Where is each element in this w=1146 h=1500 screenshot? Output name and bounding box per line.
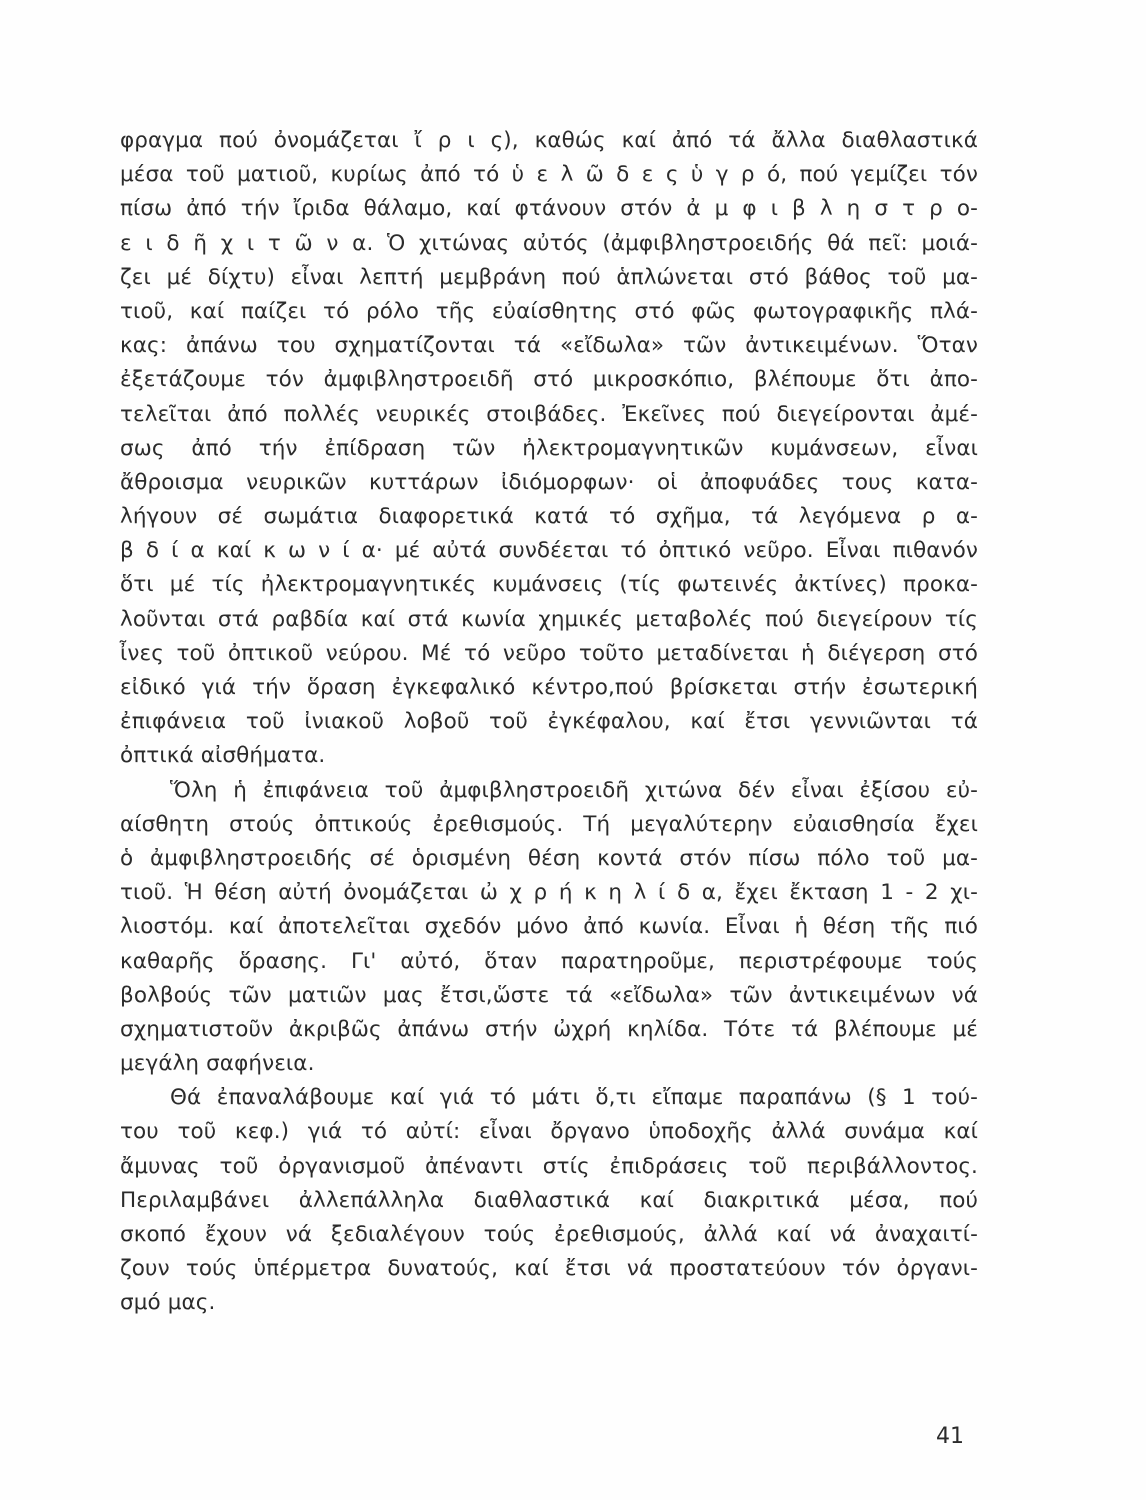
text-line: σμό μας.: [120, 1290, 216, 1316]
text-line: ἄθροισμα νευρικῶν κυττάρων ἰδιόμορφων· οἱ ἀποφυάδες τους κατα-: [120, 469, 978, 495]
text-line: τιοῦ. Ἡ θέση αὐτή ὀνομάζεται ὠ χ ρ ή κ η λ ί δ α, ἔχει ἔκταση 1 - 2 χι-: [120, 880, 978, 906]
text-line: ζει μέ δίχτυ) εἶναι λεπτή μεμβράνη πού ἁπλώνεται στό βάθος τοῦ μα-: [120, 264, 978, 290]
text-line: ἐπιφάνεια τοῦ ἰνιακοῦ λοβοῦ τοῦ ἐγκέφαλου, καί ἔτσι γεννιῶνται τά: [120, 709, 978, 735]
text-line: αίσθητη στούς ὀπτικούς ἐρεθισμούς. Τή μεγαλύτερην εὐαισθησία ἔχει: [120, 811, 978, 837]
text-line: κας: ἀπάνω του σχηματίζονται τά «εἴδωλα» τῶν ἀντικειμένων. Ὅταν: [120, 333, 978, 359]
text-line: βολβούς τῶν ματιῶν μας ἔτσι,ὥστε τά «εἴδωλα» τῶν ἀντικειμένων νά: [120, 982, 978, 1008]
text-line: ὀπτικά αἰσθήματα.: [120, 743, 326, 769]
text-line: του τοῦ κεφ.) γιά τό αὐτί: εἶναι ὄργανο ὑποδοχῆς ἀλλά συνάμα καί: [120, 1119, 978, 1145]
text-line: ζουν τούς ὑπέρμετρα δυνατούς, καί ἔτσι νά προστατεύουν τόν ὀργανι-: [120, 1256, 978, 1282]
text-line: εἰδικό γιά τήν ὅραση ἐγκεφαλικό κέντρο,πού βρίσκεται στήν ἐσωτερική: [120, 675, 978, 700]
text-line: λοῦνται στά ραβδία καί στά κωνία χημικές μεταβολές πού διεγείρουν τίς: [120, 606, 978, 632]
page-number: 41: [936, 1424, 964, 1449]
text-line: τιοῦ, καί παίζει τό ρόλο τῆς εὐαίσθητης στό φῶς φωτογραφικῆς πλά-: [120, 298, 978, 324]
text-line: β δ ί α καί κ ω ν ί α· μέ αὐτά συνδέεται τό ὀπτικό νεῦρο. Εἶναι πιθανόν: [120, 538, 978, 564]
text-line: ἶνες τοῦ ὀπτικοῦ νεύρου. Μέ τό νεῦρο τοῦτο μεταδίνεται ἡ διέγερση στό: [120, 640, 978, 666]
paragraph-start-line: Ὅλη ἡ ἐπιφάνεια τοῦ ἀμφιβληστροειδῆ χιτώνα δέν εἶναι ἐξίσου εὐ-: [170, 777, 978, 803]
text-line: λήγουν σέ σωμάτια διαφορετικά κατά τό σχῆμα, τά λεγόμενα ρ α-: [120, 504, 978, 530]
text-line: ὅτι μέ τίς ἠλεκτρομαγνητικές κυμάνσεις (τίς φωτεινές ἀκτίνες) προκα-: [120, 572, 978, 598]
text-line: ἄμυνας τοῦ ὀργανισμοῦ ἀπέναντι στίς ἐπιδράσεις τοῦ περιβάλλοντος.: [120, 1153, 978, 1179]
text-line: ὁ ἀμφιβληστροειδής σέ ὁρισμένη θέση κοντά στόν πίσω πόλο τοῦ μα-: [120, 845, 978, 871]
text-line: μεγάλη σαφήνεια.: [120, 1051, 315, 1077]
text-line: φραγμα πού ὀνομάζεται ἴ ρ ι ς), καθώς καί ἀπό τά ἄλλα διαθλαστικά: [120, 128, 978, 153]
body-text: [120, 124, 978, 1321]
text-line: τελεῖται ἀπό πολλές νευρικές στοιβάδες. Ἐκεῖνες πού διεγείρονται ἀμέ-: [120, 401, 978, 427]
text-line: καθαρῆς ὅρασης. Γι' αὐτό, ὅταν παρατηροῦμε, περιστρέφουμε τούς: [120, 948, 978, 974]
text-line: ἐξετάζουμε τόν ἀμφιβληστροειδῆ στό μικροσκόπιο, βλέπουμε ὅτι ἀπο-: [120, 367, 978, 393]
text-line: πίσω ἀπό τήν ἴριδα θάλαμο, καί φτάνουν στόν ἀ μ φ ι β λ η σ τ ρ ο-: [120, 196, 978, 222]
text-line: σως ἀπό τήν ἐπίδραση τῶν ἠλεκτρομαγνητικῶν κυμάνσεων, εἶναι: [120, 435, 978, 461]
text-line: ε ι δ ῆ χ ι τ ῶ ν α. Ὁ χιτώνας αὐτός (ἀμφιβληστροειδής θά πεῖ: μοιά-: [120, 230, 978, 256]
text-line: σχηματιστοῦν ἀκριβῶς ἀπάνω στήν ὠχρή κηλίδα. Τότε τά βλέπουμε μέ: [120, 1016, 978, 1042]
paragraph-start-line: Θά ἐπαναλάβουμε καί γιά τό μάτι ὅ,τι εἴπαμε παραπάνω (§ 1 τού-: [170, 1085, 978, 1111]
text-line: Περιλαμβάνει ἀλλεπάλληλα διαθλαστικά καί διακριτικά μέσα, πού: [120, 1187, 978, 1213]
text-line: σκοπό ἔχουν νά ξεδιαλέγουν τούς ἐρεθισμούς, ἀλλά καί νά ἀναχαιτί-: [120, 1222, 978, 1247]
text-line: λιοστόμ. καί ἀποτελεῖται σχεδόν μόνο ἀπό κωνία. Εἶναι ἡ θέση τῆς πιό: [120, 914, 978, 940]
text-line: μέσα τοῦ ματιοῦ, κυρίως ἀπό τό ὑ ε λ ῶ δ ε ς ὑ γ ρ ό, πού γεμίζει τόν: [120, 162, 978, 188]
